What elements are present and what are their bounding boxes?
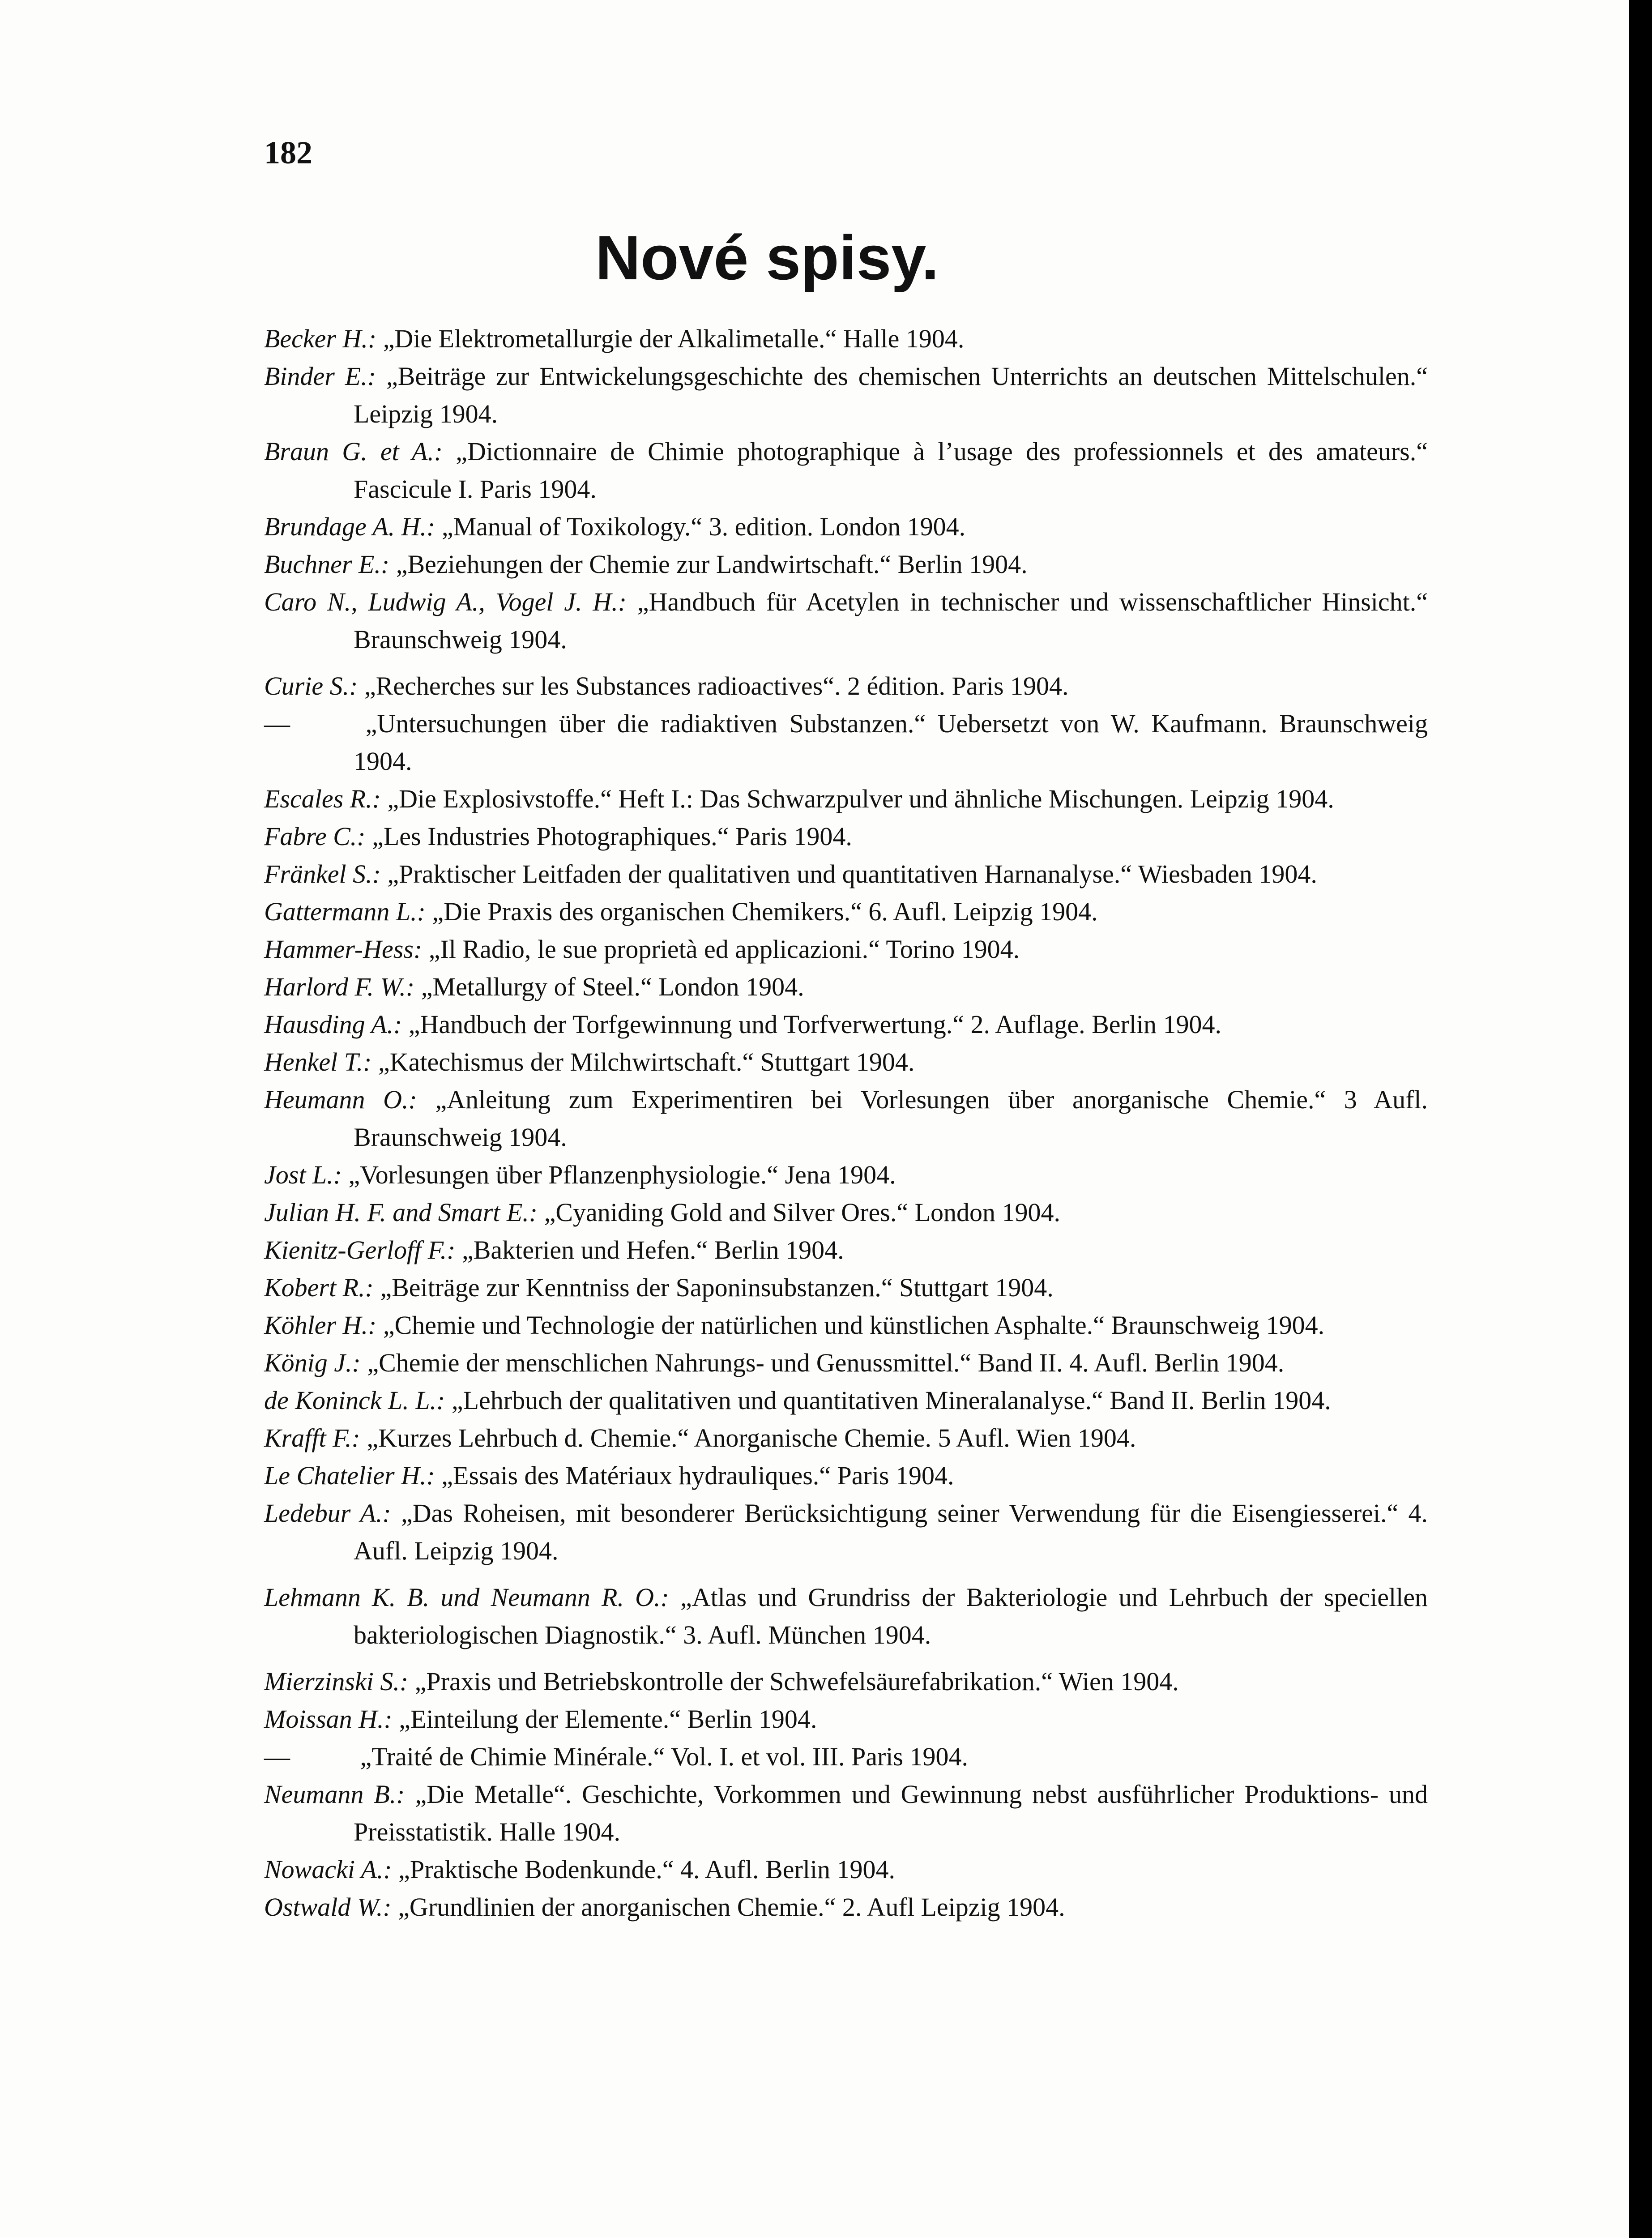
bibliography-entry [264, 705, 1428, 780]
entry-author: Le Chatelier H.: [264, 1461, 435, 1490]
entry-text: „Chemie der menschlichen Nahrungs- und Genussmittel.“ Band II. 4. Aufl. Berlin 1904. [360, 1348, 1285, 1377]
scan-edge [1629, 0, 1652, 2238]
entry-text: „Beziehungen der Chemie zur Landwirtschaft.“ Berlin 1904. [389, 550, 1028, 579]
entry-text: „Lehrbuch der qualitativen und quantitativen Mineralanalyse.“ Band II. Berlin 1904. [445, 1386, 1331, 1415]
entry-author: Heumann O.: [264, 1085, 417, 1114]
bibliography-entry [264, 1194, 1428, 1231]
page-number: 182 [264, 135, 312, 171]
entry-text: „Die Elektrometallurgie der Alkalimetalle.“ Halle 1904. [376, 324, 965, 353]
bibliography-entry [264, 667, 1428, 705]
entry-text: „Les Industries Photographiques.“ Paris 1904. [365, 822, 852, 851]
entry-author: Jost L.: [264, 1160, 342, 1189]
entry-author: Ledebur A.: [264, 1499, 391, 1528]
entry-author: Krafft F.: [264, 1423, 360, 1452]
entry-text: „Vorlesungen über Pflanzenphysiologie.“ Jena 1904. [342, 1160, 896, 1189]
entry-author: Caro N., Ludwig A., Vogel J. H.: [264, 587, 627, 616]
bibliography-entry [264, 893, 1428, 931]
bibliography-entry [264, 855, 1428, 893]
bibliography-entry [264, 968, 1428, 1006]
entry-text: „Metallurgy of Steel.“ London 1904. [414, 972, 804, 1001]
entry-author: Curie S.: [264, 671, 358, 700]
entry-author: de Koninck L. L.: [264, 1386, 445, 1415]
bibliography-entry [264, 818, 1428, 855]
entry-author: Harlord F. W.: [264, 972, 415, 1001]
entry-author: Binder E.: [264, 362, 376, 391]
entry-text: „Praktischer Leitfaden der qualitativen und quantitativen Harnanalyse.“ Wiesbaden 1904. [380, 859, 1317, 888]
entry-text: „Cyaniding Gold and Silver Ores.“ London 1904. [538, 1198, 1060, 1227]
bibliography-entry [264, 1156, 1428, 1194]
entry-text: „Essais des Matériaux hydrauliques.“ Paris 1904. [435, 1461, 954, 1490]
entry-author: Ostwald W.: [264, 1892, 392, 1922]
entry-author: Moissan H.: [264, 1704, 393, 1734]
entry-author: Fränkel S.: [264, 859, 381, 888]
entry-author: Brundage A. H.: [264, 512, 435, 541]
entry-author: Köhler H.: [264, 1311, 377, 1340]
entry-text: „Katechismus der Milchwirtschaft.“ Stuttgart 1904. [371, 1047, 915, 1076]
bibliography-entry [264, 1495, 1428, 1570]
entry-text: „Beiträge zur Kenntniss der Saponinsubstanzen.“ Stuttgart 1904. [373, 1273, 1054, 1302]
entry-text: „Manual of Toxikology.“ 3. edition. London 1904. [435, 512, 966, 541]
entry-author: Hausding A.: [264, 1010, 402, 1039]
entry-author: Kienitz-Gerloff F.: [264, 1235, 456, 1264]
ditto-dash: — [264, 709, 290, 738]
entry-author: Lehmann K. B. und Neumann R. O.: [264, 1583, 669, 1612]
bibliography-entry [264, 931, 1428, 968]
bibliography-entry [264, 1663, 1428, 1700]
entry-text: „Traité de Chimie Minérale.“ Vol. I. et vol. III. Paris 1904. [354, 1742, 968, 1771]
bibliography-entry [264, 1419, 1428, 1457]
entry-author: Henkel T.: [264, 1047, 372, 1076]
entry-text: „Untersuchungen über die radiaktiven Substanzen.“ Uebersetzt von W. Kaufmann. Braunschweig 1904. [354, 709, 1428, 776]
entry-text: „Die Praxis des organischen Chemikers.“ 6. Aufl. Leipzig 1904. [425, 897, 1098, 926]
entry-text: „Beiträge zur Entwickelungsgeschichte des chemischen Unterrichts an deutschen Mittelschulen.“ Leipzig 1904. [354, 362, 1428, 428]
entry-text: „Die Explosivstoffe.“ Heft I.: Das Schwarzpulver und ähnliche Mischungen. Leipzig 1904. [380, 784, 1334, 813]
bibliography-entry [264, 1382, 1428, 1419]
entry-author: Becker H.: [264, 324, 377, 353]
ditto-dash: — [264, 1742, 290, 1771]
entry-text: „Die Metalle“. Geschichte, Vorkommen und Gewinnung nebst ausführlicher Produktions- und Preisstatistik. Halle 1904. [354, 1780, 1428, 1846]
bibliography-entry [264, 1851, 1428, 1888]
bibliography-entry [264, 1307, 1428, 1344]
entry-author: Gattermann L.: [264, 897, 426, 926]
entry-author: König J.: [264, 1348, 361, 1377]
bibliography-entry [264, 1738, 1428, 1776]
bibliography-entry [264, 320, 1428, 358]
entry-text: „Das Roheisen, mit besonderer Berücksichtigung seiner Verwendung für die Eisengiesserei.“ 4. Aufl. Leipzig 1904. [354, 1499, 1428, 1565]
bibliography-entry [264, 1700, 1428, 1738]
entry-text: „Atlas und Grundriss der Bakteriologie und Lehrbuch der speciellen bakteriologischen Diagnostik.“ 3. Aufl. München 1904. [354, 1583, 1428, 1649]
entry-text: „Grundlinien der anorganischen Chemie.“ 2. Aufl Leipzig 1904. [391, 1892, 1065, 1922]
bibliography-entry [264, 1043, 1428, 1081]
entry-author: Hammer-Hess: [264, 935, 423, 964]
entry-text: „Kurzes Lehrbuch d. Chemie.“ Anorganische Chemie. 5 Aufl. Wien 1904. [360, 1423, 1136, 1452]
entry-text: „Recherches sur les Substances radioactives“. 2 édition. Paris 1904. [358, 671, 1069, 700]
entry-author: Nowacki A.: [264, 1855, 392, 1884]
entry-author: Kobert R.: [264, 1273, 374, 1302]
bibliography-entry [264, 1081, 1428, 1156]
bibliography-entry [264, 508, 1428, 546]
entry-text: „Handbuch der Torfgewinnung und Torfverwertung.“ 2. Auflage. Berlin 1904. [402, 1010, 1222, 1039]
entry-text: „Handbuch für Acetylen in technischer und wissenschaftlicher Hinsicht.“ Braunschweig 1904. [354, 587, 1428, 654]
entry-text: „Praktische Bodenkunde.“ 4. Aufl. Berlin 1904. [392, 1855, 896, 1884]
entry-author: Braun G. et A.: [264, 437, 443, 466]
entry-author: Neumann B.: [264, 1780, 405, 1809]
bibliography-entry [264, 1269, 1428, 1307]
page-title: Nové spisy. [595, 222, 939, 293]
bibliography-entry [264, 780, 1428, 818]
bibliography-entry [264, 1457, 1428, 1495]
bibliography-entry [264, 433, 1428, 508]
entry-text: „Bakterien und Hefen.“ Berlin 1904. [455, 1235, 844, 1264]
entry-text: „Einteilung der Elemente.“ Berlin 1904. [392, 1704, 817, 1734]
entry-text: „Chemie und Technologie der natürlichen und künstlichen Asphalte.“ Braunschweig 1904. [376, 1311, 1325, 1340]
bibliography-entry [264, 583, 1428, 658]
entry-text: „Dictionnaire de Chimie photographique à l’usage des professionnels et des amateurs.“ Fascicule I. Paris 1904. [354, 437, 1428, 504]
entry-author: Fabre C.: [264, 822, 366, 851]
bibliography-entry [264, 1006, 1428, 1043]
entry-text: „Anleitung zum Experimentiren bei Vorlesungen über anorganische Chemie.“ 3 Aufl. Braunschweig 1904. [354, 1085, 1428, 1152]
bibliography-entry [264, 1776, 1428, 1851]
entry-text: „Praxis und Betriebskontrolle der Schwefelsäurefabrikation.“ Wien 1904. [408, 1667, 1179, 1696]
bibliography-entry [264, 1579, 1428, 1654]
bibliography-entry [264, 1888, 1428, 1926]
bibliography-list [264, 320, 1428, 1926]
entry-author: Escales R.: [264, 784, 381, 813]
bibliography-entry [264, 1231, 1428, 1269]
bibliography-entry [264, 358, 1428, 433]
entry-author: Julian H. F. and Smart E.: [264, 1198, 538, 1227]
bibliography-entry [264, 546, 1428, 583]
entry-author: Mierzinski S.: [264, 1667, 409, 1696]
bibliography-entry [264, 1344, 1428, 1382]
entry-author: Buchner E.: [264, 550, 390, 579]
entry-text: „Il Radio, le sue proprietà ed applicazioni.“ Torino 1904. [422, 935, 1020, 964]
